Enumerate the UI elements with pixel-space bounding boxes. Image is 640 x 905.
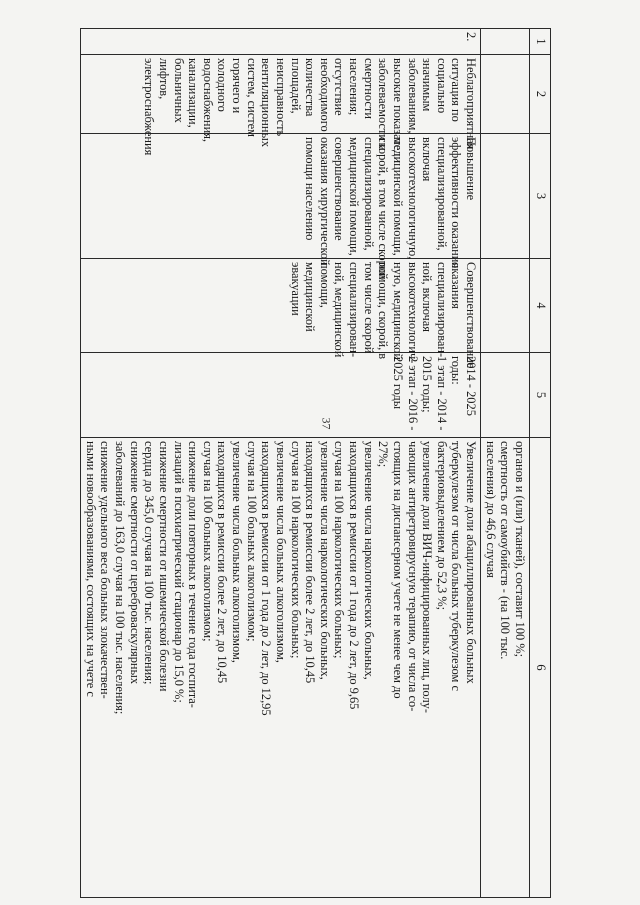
cell-line: годы: — [449, 356, 464, 385]
period-cell — [81, 353, 481, 438]
cell-line: эвакуации — [288, 262, 303, 316]
cell-line: специализирован- — [347, 262, 362, 358]
cell-line: электроснабжения — [142, 58, 157, 156]
cell-line: заболеваний до 163,0 случая на 100 тыс. населения; — [113, 441, 128, 715]
cell-line: Увеличение доли абациллированных больных — [464, 441, 479, 684]
cell-line: ной, медицинской — [332, 262, 347, 358]
cell-line: смертности — [361, 58, 376, 119]
cell-line: вентиляционных — [259, 58, 274, 148]
cell-line: 1 этап - 2014 - — [434, 356, 449, 431]
continuation-indicator-line: органов и (или) тканей), составит 100 %; — [513, 441, 527, 658]
cell-line: горячего и — [230, 58, 245, 114]
cell-line: оказания — [449, 262, 464, 309]
cell-line: необходимого — [317, 58, 332, 132]
cell-line: Совершенствование — [464, 262, 479, 369]
cell-line: скорой, в том числе скорой — [376, 137, 391, 280]
cell-line: находящихся в ремиссии более 2 лет, до 10,45 — [303, 441, 318, 684]
cell-line: эффективности оказания — [449, 137, 464, 269]
cell-line: высокие показатели — [391, 58, 405, 164]
cell-line: помощи, — [317, 262, 332, 308]
cell-line: снижение смертности от цереброваскулярных — [127, 441, 142, 685]
header-row — [530, 29, 551, 898]
cell-line: случая на 100 наркологических больных; — [332, 441, 347, 659]
cell-line: ную, медицинской — [391, 262, 405, 360]
cell-line: медицинской помощи, — [391, 137, 405, 256]
cell-line: снижение удельного веса больных злокачествен- — [98, 441, 113, 699]
cell-line: находящихся в ремиссии от 1 года до 2 лет, до 12,95 — [259, 441, 274, 716]
cell-line: оказания хирургической — [317, 137, 332, 266]
cell-line: находящихся в ремиссии от 1 года до 2 лет, до 9,65 — [347, 441, 362, 710]
program-table — [80, 28, 551, 898]
column-header-3: 3 — [530, 134, 551, 259]
cell-line: водоснабжения, — [200, 58, 215, 142]
continuation-indicator-line: смертность от самоубийств - (на 100 тыс. — [498, 441, 513, 660]
column-header-5: 5 — [530, 353, 551, 438]
cell-line: ситуация по — [449, 58, 464, 122]
cell-line: лифтов, — [157, 58, 171, 100]
indicators-cell — [81, 438, 481, 898]
cell-line: населения; — [347, 58, 362, 116]
cell-line: увеличение числа наркологических больных, — [317, 441, 332, 680]
continuation-task-cell — [481, 259, 530, 353]
cell-line: специализирован- — [434, 262, 449, 358]
cell-line: медицинской — [303, 262, 318, 332]
cell-line: высокотехнологич- — [405, 262, 420, 364]
cell-line: включая — [420, 137, 435, 182]
cell-line: заболеваниям, — [405, 58, 420, 134]
cell-line: увеличение числа больных алкоголизмом, — [274, 441, 288, 663]
cell-line: значимым — [420, 58, 435, 112]
cell-line: увеличение числа наркологических больных, — [361, 441, 376, 680]
table-row — [81, 29, 481, 898]
cell-line: канализации, — [186, 58, 201, 128]
cell-line: 27%; — [376, 441, 391, 468]
cell-line: заболеваемости и — [376, 58, 391, 151]
column-header-6: 6 — [530, 438, 551, 898]
cell-line: неисправность — [274, 58, 288, 137]
cell-line: лизаций в психиатрический стационар до 15,0 %; — [171, 441, 186, 703]
cell-line: количества — [303, 58, 318, 117]
cell-line: снижение смертности от ишемической болезни — [157, 441, 171, 692]
cell-line: медицинской помощи, — [347, 137, 362, 256]
continuation-goal-cell — [481, 134, 530, 259]
cell-line: специализированной, — [361, 137, 376, 251]
cell-line: увеличение числа больных алкоголизмом, — [230, 441, 245, 663]
cell-line: случая на 100 наркологических больных; — [288, 441, 303, 659]
cell-line: высокотехнологичную, — [405, 137, 420, 260]
cell-line: том числе скорой — [361, 262, 376, 354]
cell-line: систем, систем — [244, 58, 259, 137]
cell-line: 2025 годы — [391, 356, 405, 410]
continuation-problem-cell — [481, 55, 530, 134]
cell-line: случая на 100 больных алкоголизмом; — [244, 441, 259, 642]
task-cell — [81, 259, 481, 369]
column-header-1: 1 — [530, 29, 551, 55]
cell-line: случая на 100 больных алкоголизмом; — [200, 441, 215, 642]
cell-line: находящихся в ремиссии более 2 лет, до 10,45 — [215, 441, 230, 684]
row-number: 2. — [81, 29, 481, 55]
cell-line: отсутствие — [332, 58, 347, 116]
cell-line: сердца до 345,0 случая на 100 тыс. населения; — [142, 441, 157, 685]
cell-line: 2014 - 2025 — [464, 356, 479, 416]
continuation-row — [481, 29, 530, 898]
rotated-page — [83, 28, 551, 898]
cell-line: бактериовыделением до 52,3 %; — [434, 441, 449, 611]
cell-line: ной, включая — [420, 262, 435, 332]
cell-line: совершенствование — [332, 137, 347, 241]
continuation-period-cell — [481, 353, 530, 438]
cell-line: туберкулезом от числа больных туберкулезом с — [449, 441, 464, 691]
cell-line: стоящих на диспансерном учете не менее чем до — [391, 441, 405, 699]
cell-line: площадей, — [288, 58, 303, 114]
goal-cell — [81, 134, 481, 280]
continuation-indicators-cell — [481, 438, 530, 898]
cell-line: социально — [434, 58, 449, 114]
cell-line: 2015 годы; — [420, 356, 435, 413]
cell-line: больничных — [171, 58, 186, 123]
cell-line: Повышение — [464, 137, 479, 201]
cell-line: снижение доли повторных в течение года госпита- — [186, 441, 201, 708]
cell-line: помощи населению — [303, 137, 318, 241]
cell-line: специализированной, — [434, 137, 449, 251]
cell-line: Неблагоприятная — [464, 58, 479, 150]
cell-line: холодного — [215, 58, 230, 112]
column-header-4: 4 — [530, 259, 551, 353]
continuation-number-cell — [481, 29, 530, 55]
cell-line: увеличение доли ВИЧ-инфицированных лиц, полу- — [420, 441, 435, 713]
cell-line: 2 этап - 2016 - — [405, 356, 420, 431]
cell-line: помощи, скорой, в — [376, 262, 391, 360]
cell-line: чающих антиретровирусную терапию, от числа со- — [405, 441, 420, 712]
cell-line: ными новообразованиями, состоящих на учете с — [83, 441, 98, 697]
continuation-indicator-line: населения) до 46,6 случая — [483, 441, 498, 578]
page-number: 37 — [319, 417, 334, 430]
column-header-2: 2 — [530, 55, 551, 134]
